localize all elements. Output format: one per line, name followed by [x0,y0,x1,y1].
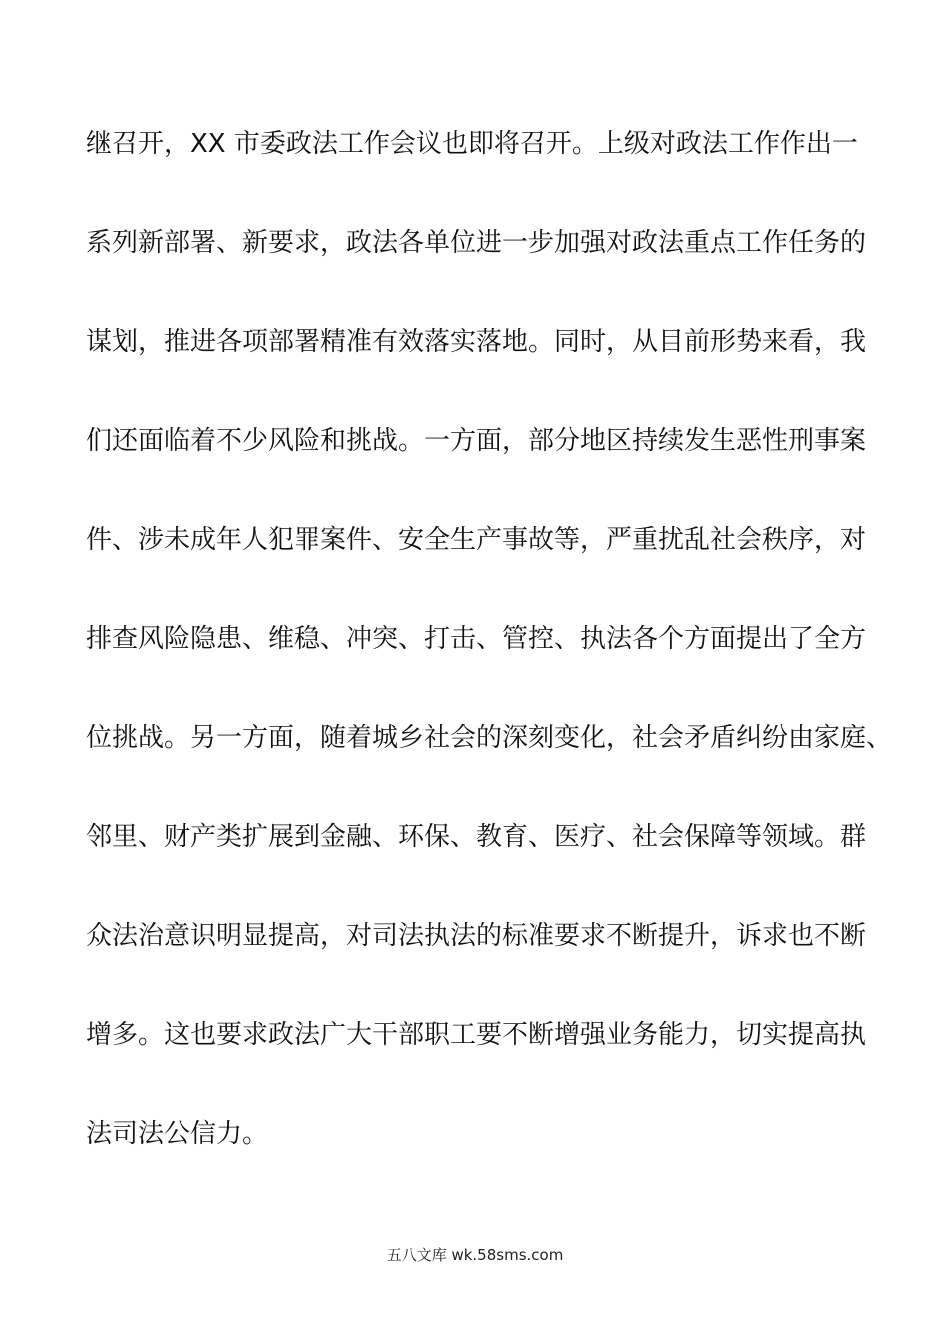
text-line: 位挑战。另一方面，随着城乡社会的深刻变化，社会矛盾纠纷由家庭、 [86,723,893,753]
text-line: 们还面临着不少风险和挑战。一方面，部分地区持续发生恶性刑事案 [86,426,867,456]
text-line: 谋划，推进各项部署精准有效落实落地。同时，从目前形势来看，我 [86,327,867,357]
text-line: 件、涉未成年人犯罪案件、安全生产事故等，严重扰乱社会秩序，对 [86,525,867,555]
text-line: 排查风险隐患、维稳、冲突、打击、管控、执法各个方面提出了全方 [86,624,867,654]
text-line: 法司法公信力。 [86,1119,269,1149]
text-line: 继召开，XX 市委政法工作会议也即将召开。上级对政法工作作出一 [86,129,858,159]
text-line: 邻里、财产类扩展到金融、环保、教育、医疗、社会保障等领域。群 [86,822,867,852]
page-footer: 五八文库 wk.58sms.com [386,1246,564,1264]
text-line: 增多。这也要求政法广大干部职工要不断增强业务能力，切实提高执 [86,1020,867,1050]
text-line: 系列新部署、新要求，政法各单位进一步加强对政法重点工作任务的 [86,228,867,258]
text-line: 众法治意识明显提高，对司法执法的标准要求不断提升，诉求也不断 [86,921,867,951]
body-paragraph [86,118,893,1207]
